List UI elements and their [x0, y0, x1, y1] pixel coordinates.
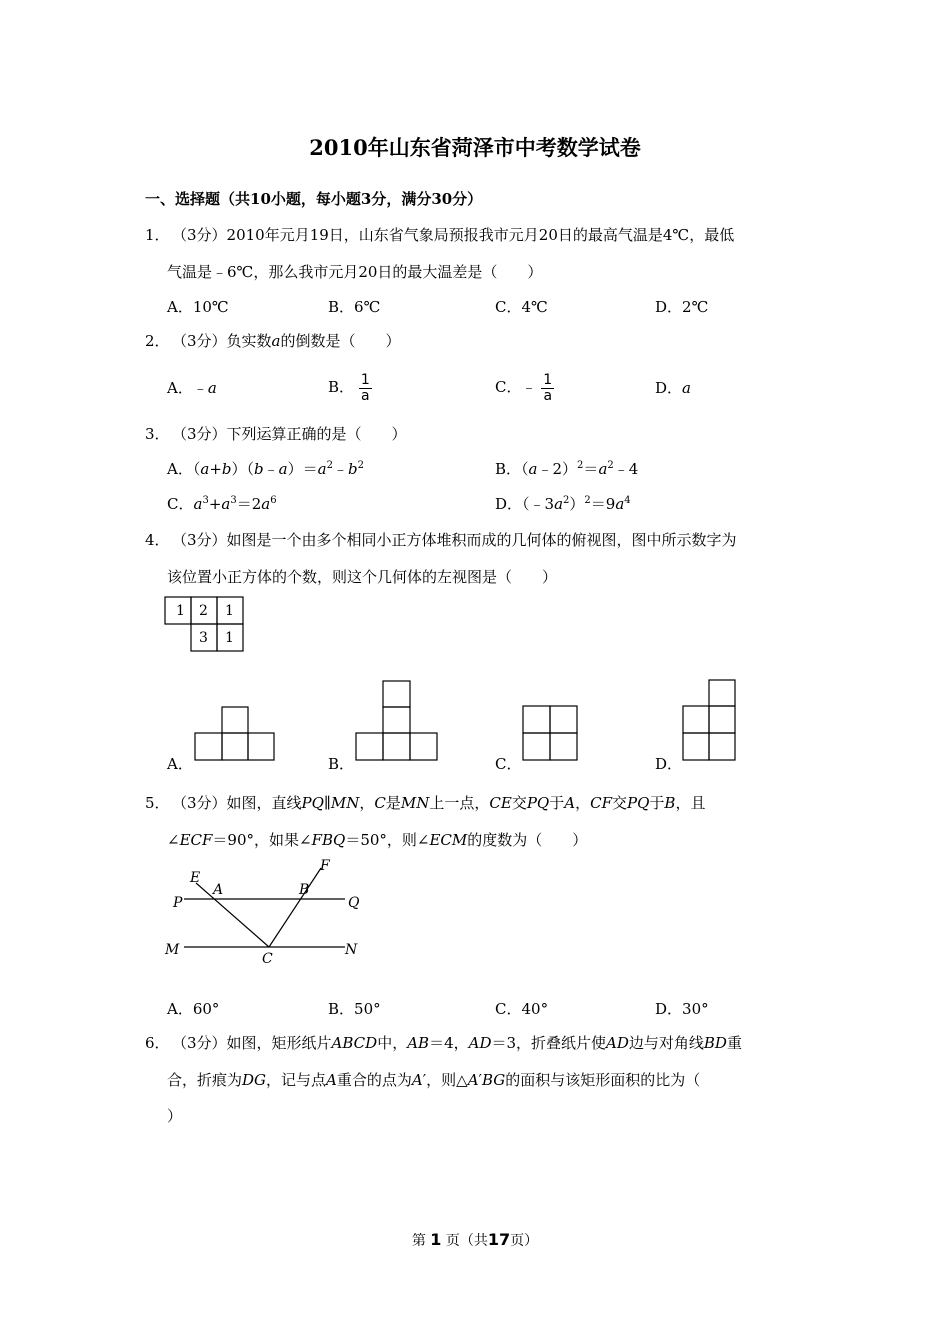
q5-option-b: B．50° [328, 1000, 381, 1018]
q1-number: 1． [145, 226, 170, 244]
q1-line2: 气温是﹣6℃，那么我市元月20日的最大温差是（ ） [167, 263, 543, 281]
q2-d-label: D． [655, 379, 683, 397]
q2-a-var: a [207, 379, 217, 397]
footer-page-number: 1 [430, 1230, 442, 1249]
q5-label-q: Q [348, 895, 360, 911]
q2-text-pre: （3分）负实数 [172, 332, 272, 350]
page-footer [0, 1230, 950, 1251]
q4-grid-cell-1: 1 [176, 603, 185, 619]
q2-var: a [271, 332, 281, 350]
q4-option-a-label: A． [167, 755, 193, 773]
q5-label-p: P [173, 895, 183, 911]
q4-option-d-label: D． [655, 755, 683, 773]
q4-grid-cell-3: 1 [225, 603, 234, 619]
q5-label-e: E [190, 870, 201, 886]
q5-label-f: F [320, 858, 330, 874]
q2-d-var: a [682, 379, 691, 397]
q2-b-label: B． [328, 378, 355, 396]
section-heading: 一、选择题（共10小题，每小题3分，满分30分） [145, 190, 483, 208]
q3-d-label: D． [495, 495, 523, 513]
q5-line2: ∠ECF＝90°，如果∠FBQ＝50°，则∠ECM的度数为（ ） [167, 831, 588, 849]
footer-total-pages: 17 [487, 1230, 511, 1249]
q1-option-b: B．6℃ [328, 298, 381, 316]
q3-option-a: A．$(a+b)(b﹣a)=a^2﹣b^2$ [167, 460, 364, 478]
q3-option-d: D．$(﹣3a^2)^2=9a^4$ [495, 495, 631, 513]
q5-label-m: M [165, 942, 180, 958]
q3-c-label: C． [167, 495, 194, 513]
q3-a-label: A． [167, 460, 193, 478]
q5-label-b: B [299, 882, 310, 898]
q2-text-post: 的倒数是（ ） [280, 332, 401, 350]
q2-a-label: A． [167, 379, 193, 397]
q4-option-c-label: C． [495, 755, 522, 773]
q3-text: （3分）下列运算正确的是（ ） [172, 425, 407, 443]
q6-line3: ） [167, 1107, 183, 1125]
q1-option-a: A．10℃ [167, 298, 229, 316]
q3-option-b: B．$(a﹣2)^2=a^2﹣4$ [495, 460, 639, 478]
q1-option-c: C．4℃ [495, 298, 548, 316]
q2-b-numerator: 1 [360, 371, 370, 388]
q5-line1: （3分）如图，直线PQ∥MN，C是MN上一点，CE交PQ于A，CF交PQ于B，且 [172, 794, 706, 812]
q2-a-minus: ﹣ [192, 379, 208, 397]
q5-option-c: C．40° [495, 1000, 549, 1018]
q2-b-denominator: a [360, 387, 370, 404]
q2-c-label: C． [495, 378, 522, 396]
q6-line1: （3分）如图，矩形纸片ABCD中，AB＝4，AD＝3，折叠纸片使AD边与对角线BD重 [172, 1034, 742, 1052]
q6-number: 6． [145, 1034, 170, 1052]
q3-b-label: B． [495, 460, 522, 478]
q4-option-b-label: B． [328, 755, 355, 773]
q2-c-numerator: 1 [543, 371, 553, 388]
q2-c-minus: ﹣ [521, 378, 537, 396]
footer-pre: 第 [411, 1233, 426, 1249]
q5-label-c: C [262, 951, 273, 967]
q1-option-d: D．2℃ [655, 298, 709, 316]
footer-post: 页） [510, 1233, 539, 1249]
page-title: 2010年山东省菏泽市中考数学试卷 [309, 135, 641, 160]
footer-mid: 页（共 [445, 1233, 488, 1249]
q5-number: 5． [145, 794, 170, 812]
q4-grid-cell-2: 2 [199, 603, 208, 619]
q4-line2: 该位置小正方体的个数，则这个几何体的左视图是（ ） [167, 568, 558, 586]
q5-option-d: D．30° [655, 1000, 709, 1018]
q6-line2: 合，折痕为DG，记与点A重合的点为A′，则△A′BG的面积与该矩形面积的比为（ [167, 1071, 701, 1089]
q4-grid-cell-4: 3 [199, 630, 208, 646]
q3-number: 3． [145, 425, 170, 443]
q3-option-c: C．$a^3+a^3=2a^6$ [167, 495, 277, 513]
q2-c-denominator: a [543, 387, 553, 404]
q4-number: 4． [145, 531, 170, 549]
q2-number: 2． [145, 332, 170, 350]
q1-line1: （3分）2010年元月19日，山东省气象局预报我市元月20日的最高气温是4℃，最低 [172, 226, 735, 244]
q5-label-n: N [345, 942, 358, 958]
q4-grid-cell-5: 1 [225, 630, 234, 646]
q5-option-a: A．60° [167, 1000, 220, 1018]
q5-label-a: A [213, 882, 224, 898]
q4-line1: （3分）如图是一个由多个相同小正方体堆积而成的几何体的俯视图，图中所示数字为 [172, 531, 737, 549]
